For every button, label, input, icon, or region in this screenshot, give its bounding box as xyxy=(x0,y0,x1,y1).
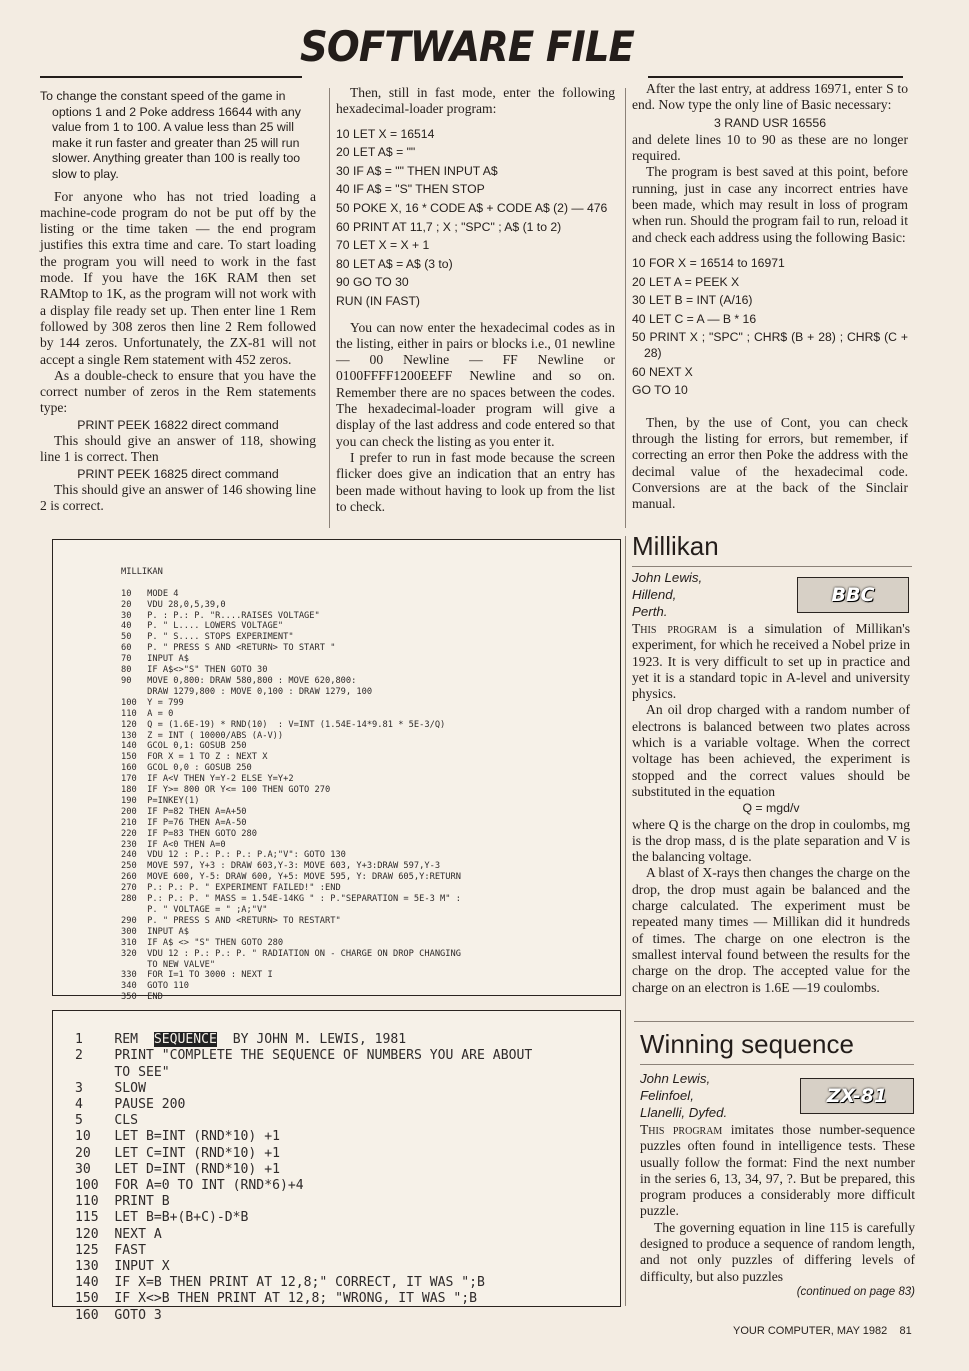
lead-in: This program xyxy=(640,1122,723,1137)
column-divider xyxy=(625,88,626,528)
millikan-byline xyxy=(632,569,702,620)
direct-command: PRINT PEEK 16825 direct command xyxy=(77,466,279,481)
paragraph: For anyone who has not tried loading a machine-code program do not be put off by the listing or the time taken — the end program justifies this extra time and care. To start loading the program you will need to work in the fast mode. If you have the 16K RAM then set RAMtop to 1K, as the program will not work with a display file ready set up. Then enter line 1 Rem followed by 308 zeros then line 2 Rem followed by 144 zeros. Unfortunately, the ZX-81 will not accept a single Rem statement with 452 zeros. xyxy=(40,188,316,367)
code-line: 150 IF X<>B THEN PRINT AT 12,8; "WRONG, IT WAS ";B xyxy=(75,1291,478,1307)
heading-rule xyxy=(632,566,912,567)
code-line: 140 IF X=B THEN PRINT AT 12,8;" CORRECT, IT WAS ";B xyxy=(75,1275,485,1291)
author-location: Llanelli, Dyfed. xyxy=(640,1105,728,1120)
heading-rule xyxy=(640,1064,914,1065)
code-line: 10 LET X = 16514 xyxy=(336,126,435,141)
code-line: 3 SLOW xyxy=(75,1080,146,1096)
millikan-heading: Millikan xyxy=(632,531,719,561)
code-line: 320 VDU 12 : P.: P.: P. " RADIATION ON - CHARGE ON DROP CHANGING xyxy=(121,948,461,959)
paragraph: You can now enter the hexadecimal codes as in the listing, either in pairs or blocks i.e., 01 newline — 00 Newline — FF Newline or 0100FFFF1200EEFF Newline and so on. Remember there are no spaces between the codes. The hexadecimal-loader program will give a display of the last address and code entered so that you can check the listing as you enter it. xyxy=(336,319,615,449)
author-location: Hillend, xyxy=(632,587,677,602)
author-name: John Lewis, xyxy=(632,570,703,585)
code-line: 110 PRINT B xyxy=(75,1194,170,1210)
code-line: 30 LET B = INT (A/16) xyxy=(632,293,753,308)
paragraph: I prefer to run in fast mode because the screen flicker does give an indication that an entry has been made without having to look up from the list to check. xyxy=(336,449,615,514)
code-line: 290 P. " PRESS S AND <RETURN> TO RESTART" xyxy=(121,915,341,926)
code-line: 250 MOVE 597, Y+3 : DRAW 603,Y-3: MOVE 603, Y+3:DRAW 597,Y-3 xyxy=(121,861,441,872)
code-line: 20 LET C=INT (RND*10) +1 xyxy=(75,1145,280,1161)
paragraph: A blast of X-rays then changes the charge on the drop, the drop must again be balanced and the charge calculated. The experiment must be repeated many times — Millikan did it hundreds of times. The charge on one electron is the smallest interval found between the results for the charge on the drop. The accepted value for the charge on an electron is 1.6E —19 coulombs. xyxy=(632,865,910,995)
code-line: 70 INPUT A$ xyxy=(121,654,189,665)
text: is a simulation of Millikan's experiment, for which he received a Nobel prize in 1923. It is very difficult to set up in practice and yet it is a standard topic in A-level and university physics. xyxy=(632,621,911,702)
author-location: Perth. xyxy=(632,604,668,619)
code-line: TO SEE" xyxy=(75,1064,170,1080)
code-line: 180 IF Y>= 800 OR Y<= 100 THEN GOTO 270 xyxy=(121,785,331,796)
page-title: SOFTWARE FILE xyxy=(300,22,635,71)
code-line: 5 CLS xyxy=(75,1113,139,1129)
code-line: 90 MOVE 0,800: DRAW 580,800 : MOVE 620,800: xyxy=(121,675,357,686)
code-line xyxy=(75,1032,532,1048)
code-line: P. " VOLTAGE = " ;A;"V" xyxy=(121,905,268,915)
article-separator xyxy=(634,1021,914,1022)
millikan-listing-box xyxy=(52,539,621,1003)
paragraph: After the last entry, at address 16971, enter S to end. Now type the only line of Basic necessary: xyxy=(632,81,908,113)
continued-note: (continued on page 83) xyxy=(796,1285,915,1298)
code-line: 100 FOR A=0 TO INT (RND*6)+4 xyxy=(75,1178,304,1194)
code-line: 60 NEXT X xyxy=(632,364,693,379)
paragraph xyxy=(640,1122,915,1220)
page-footer xyxy=(733,1325,912,1337)
paragraph: where Q is the charge on the drop in coulombs, mg is the drop mass, d is the plate separation and V is the balancing voltage. xyxy=(632,816,910,865)
code-line: 90 GO TO 30 xyxy=(336,275,409,290)
code-line: TO NEW VALVE" xyxy=(121,959,216,970)
millikan-listing xyxy=(121,556,461,1025)
middle-column xyxy=(336,85,615,515)
code-line: 50 PRINT X ; "SPC" ; CHR$ (B + 28) ; CHR$ (C + 28) xyxy=(632,330,908,360)
paragraph xyxy=(632,621,910,702)
code-line: 100 Y = 799 xyxy=(121,697,184,708)
paragraph: The governing equation in line 115 is carefully designed to produce a sequence of random length, and not only puzzles of differing levels of difficulty, but also puzzles xyxy=(640,1219,915,1284)
code-line: 40 IF A$ = "S" THEN STOP xyxy=(336,182,485,197)
left-column xyxy=(40,89,316,515)
bbc-badge: BBC xyxy=(797,577,909,613)
code-line: 60 PRINT AT 11,7 ; X ; "SPC" ; A$ (1 to 2) xyxy=(336,219,562,234)
paragraph: This should give an answer of 146 showing line 2 is correct. xyxy=(40,481,316,514)
column-divider xyxy=(329,88,330,528)
sequence-listing xyxy=(75,1016,532,1356)
code-line: 350 END xyxy=(121,992,163,1003)
code-line: 80 LET A$ = A$ (3 to) xyxy=(336,256,453,271)
code-line: 300 INPUT A$ xyxy=(121,926,189,937)
masthead-rule-left xyxy=(40,76,302,78)
code-line: 20 VDU 28,0,5,39,0 xyxy=(121,599,226,610)
hex-loader-listing xyxy=(336,127,615,310)
code-line: 130 INPUT X xyxy=(75,1259,170,1275)
paragraph: Then, by the use of Cont, you can check through the listing for errors, but remember, if correcting an error then Poke the address with the decimal value of the hexadecimal code. Conversions are at the back of the Sinclair manual. xyxy=(632,414,908,512)
author-location: Felinfoel, xyxy=(640,1088,694,1103)
code-line: 10 MODE 4 xyxy=(121,588,179,599)
winning-body xyxy=(640,1122,915,1299)
code-line: 260 MOVE 600, Y-5: DRAW 600, Y+5: MOVE 595, Y: DRAW 605,Y:RETURN xyxy=(121,872,461,883)
text: imitates those number-sequence puzzles often found in intelligence tests. These usually follow the format: Find the next number in the series 6, 13, 34, 97, ?. But be prepared, this program produces a considerably more difficult puzzle. xyxy=(640,1122,915,1219)
code-line: 50 P. " S.... STOPS EXPERIMENT" xyxy=(121,632,294,643)
code-line: 240 VDU 12 : P.: P.: P.: P.A;"V": GOTO 130 xyxy=(121,850,346,861)
code-line: 110 A = 0 xyxy=(121,708,174,719)
code-line: 280 P.: P.: P. " MASS = 1.54E-14KG " : P."SEPARATION = 5E-3 M" : xyxy=(121,894,461,905)
code-line: 20 LET A = PEEK X xyxy=(632,274,740,289)
poke-speed-note: To change the constant speed of the game in options 1 and 2 Poke address 16644 with any value from 1 to 100. A value less than 25 will make it run faster and greater than 25 will run slower. Anything greater than 100 is really too slow to play. xyxy=(40,89,301,181)
program-name-highlight: SEQUENCE xyxy=(153,1032,217,1048)
paragraph: An oil drop charged with a random number of electrons is balanced between two plates across which is a variable voltage. When the correct voltage has been achieved, the experiment is stopped and the correct values should be substituted in the equation xyxy=(632,702,910,799)
code-line: 220 IF P=83 THEN GOTO 280 xyxy=(121,828,257,839)
code-line: 80 IF A$<>"S" THEN GOTO 30 xyxy=(121,665,268,676)
code-line: 10 LET B=INT (RND*10) +1 xyxy=(75,1129,280,1145)
paragraph: Then, still in fast mode, enter the following hexadecimal-loader program: xyxy=(336,85,615,117)
code-line: 230 IF A<0 THEN A=0 xyxy=(121,839,226,850)
code-line: 330 FOR I=1 TO 3000 : NEXT I xyxy=(121,970,273,981)
basic-command: 3 RAND USR 16556 xyxy=(713,115,827,130)
code-line: 30 LET D=INT (RND*10) +1 xyxy=(75,1161,280,1177)
code-line xyxy=(121,578,461,589)
code-line: 160 GCOL 0,0 : GOSUB 250 xyxy=(121,763,252,774)
code-line: RUN (IN FAST) xyxy=(336,293,420,308)
code-line: DRAW 1279,800 : MOVE 0,100 : DRAW 1279, 100 xyxy=(121,686,373,697)
code-line: 115 LET B=B+(B+C)-D*B xyxy=(75,1210,249,1226)
code-line: 30 IF A$ = "" THEN INPUT A$ xyxy=(336,163,498,178)
code-line: 2 PRINT "COMPLETE THE SEQUENCE OF NUMBERS YOU ARE ABOUT xyxy=(75,1048,533,1064)
winning-sequence-heading: Winning sequence xyxy=(640,1029,854,1059)
column-divider xyxy=(625,536,626,1306)
code-line: 310 IF A$ <> "S" THEN GOTO 280 xyxy=(121,937,284,948)
paragraph: and delete lines 10 to 90 as these are no longer required. xyxy=(632,131,908,164)
equation: Q = mgd/v xyxy=(742,801,800,816)
author-name: John Lewis, xyxy=(640,1071,711,1086)
page-number: 81 xyxy=(899,1325,912,1337)
paragraph: As a double-check to ensure that you have the correct number of zeros in the Rem statements type: xyxy=(40,367,316,416)
code-line: 10 FOR X = 16514 to 16971 xyxy=(632,255,785,270)
code-line: 200 IF P=82 THEN A=A+50 xyxy=(121,806,247,817)
code-line: 130 Z = INT ( 10000/ABS (A-V)) xyxy=(121,730,284,741)
code-line: 160 GOTO 3 xyxy=(75,1307,162,1323)
code-line: 170 IF A<V THEN Y=Y-2 ELSE Y=Y+2 xyxy=(121,774,294,785)
code-line: 70 LET X = X + 1 xyxy=(336,238,430,253)
code-line: 120 NEXT A xyxy=(75,1226,162,1242)
zx81-badge: ZX-81 xyxy=(800,1078,914,1114)
code-line: 150 FOR X = 1 TO Z : NEXT X xyxy=(121,752,268,763)
code-text: BY JOHN M. LEWIS, 1981 xyxy=(216,1032,407,1048)
masthead-rule-right xyxy=(648,76,903,78)
check-listing xyxy=(632,256,908,399)
paragraph: The program is best saved at this point, before running, just in case any incorrect entries have been made, which may result in loss of program when run. Should the program fail to run, reload it and check each address using the following Basic: xyxy=(632,164,908,245)
code-line: 60 P. " PRESS S AND <RETURN> TO START " xyxy=(121,643,336,654)
code-line: 30 P. : P.: P. "R....RAISES VOLTAGE" xyxy=(121,610,320,621)
code-line: 340 GOTO 110 xyxy=(121,981,189,992)
code-line: 125 FAST xyxy=(75,1242,146,1258)
code-line: 270 P.: P.: P. " EXPERIMENT FAILED!" :END xyxy=(121,883,341,894)
code-line: 210 IF P=76 THEN A=A-50 xyxy=(121,817,247,828)
code-line: 40 P. " L.... LOWERS VOLTAGE" xyxy=(121,621,284,632)
code-line: MILLIKAN xyxy=(121,566,163,577)
code-text: 1 REM xyxy=(75,1032,154,1048)
right-column xyxy=(632,81,908,513)
paragraph: This should give an answer of 118, showing line 1 is correct. Then xyxy=(40,433,316,465)
code-line: 190 P=INKEY(1) xyxy=(121,795,200,806)
millikan-body xyxy=(632,621,910,996)
code-line: 140 GCOL 0,1: GOSUB 250 xyxy=(121,741,247,752)
lead-in: This program xyxy=(632,621,717,636)
sequence-listing-box xyxy=(52,1010,621,1323)
code-line: 20 LET A$ = "" xyxy=(336,145,416,160)
code-line: 40 LET C = A — B * 16 xyxy=(632,311,757,326)
winning-byline xyxy=(640,1070,727,1121)
footer-publication: YOUR COMPUTER, MAY 1982 xyxy=(733,1325,888,1337)
code-line: GO TO 10 xyxy=(632,383,688,398)
code-line: 50 POKE X, 16 * CODE A$ + CODE A$ (2) — 476 xyxy=(336,200,608,215)
direct-command: PRINT PEEK 16822 direct command xyxy=(77,417,279,432)
code-line: 4 PAUSE 200 xyxy=(75,1097,186,1113)
code-line: 120 Q = (1.6E-19) * RND(10) : V=INT (1.54E-14*9.81 * 5E-3/Q) xyxy=(121,719,446,730)
